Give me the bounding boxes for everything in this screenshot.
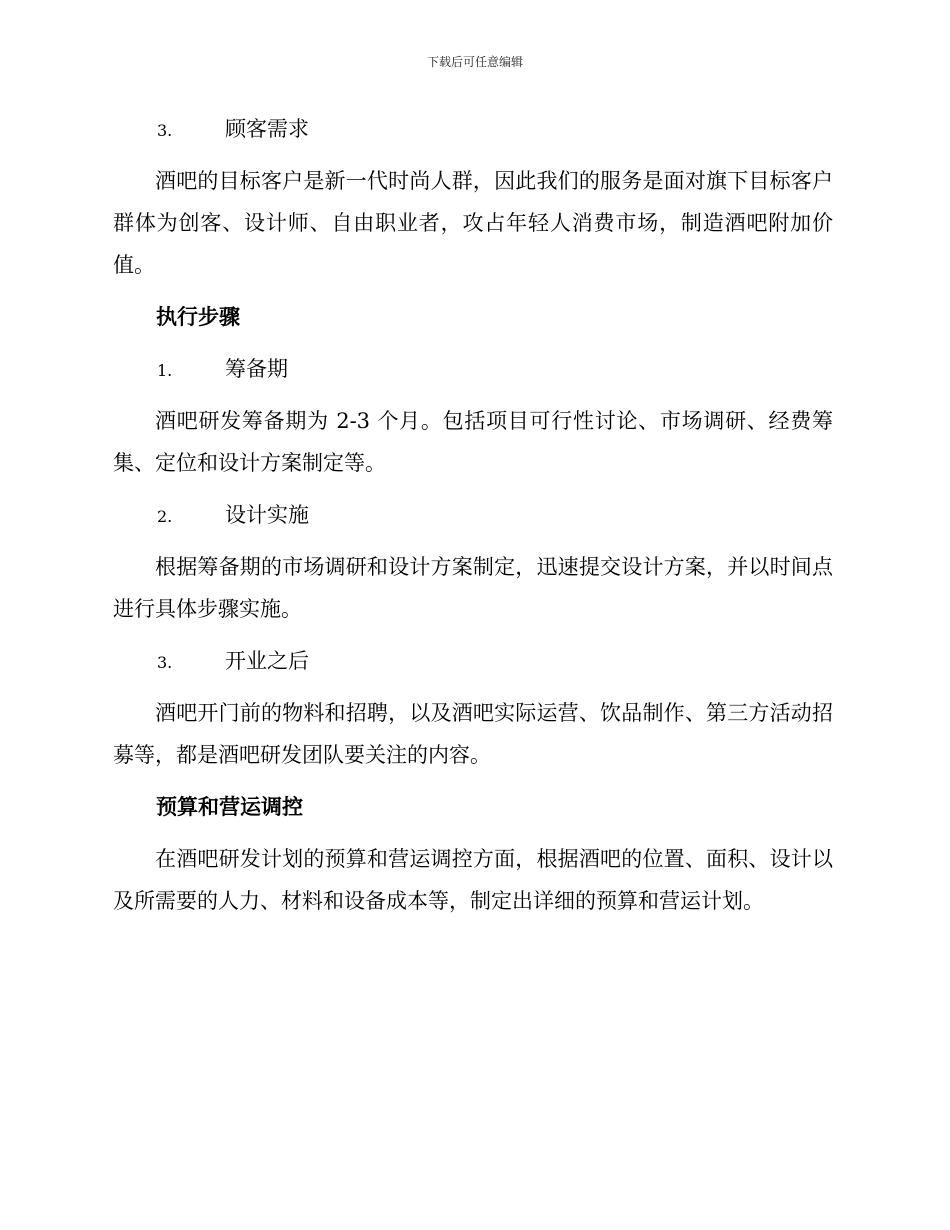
section-title-execution-steps: 执行步骤 xyxy=(156,304,240,329)
paragraph-customer-needs: 酒吧的目标客户是新一代时尚人群，因此我们的服务是面对旗下目标客户群体为创客、设计师、自由职业者，攻占年轻人消费市场，制造酒吧附加价值。 xyxy=(113,169,833,277)
document-body xyxy=(113,108,833,932)
numbered-heading-design-implementation xyxy=(113,494,833,536)
heading-number: 1. xyxy=(157,361,173,380)
section-title-budget: 预算和营运调控 xyxy=(156,794,303,819)
numbered-heading-after-opening xyxy=(113,640,833,682)
heading-number: 3. xyxy=(157,121,173,140)
paragraph-design-implementation: 根据筹备期的市场调研和设计方案制定，迅速提交设计方案，并以时间点进行具体步骤实施。 xyxy=(113,555,833,621)
heading-number: 3. xyxy=(157,653,173,672)
page-header: 下载后可任意编辑 xyxy=(426,55,523,69)
heading-label: 顾客需求 xyxy=(225,117,309,141)
paragraph-preparation: 酒吧研发筹备期为 2-3 个月。包括项目可行性讨论、市场调研、经费筹集、定位和设计方案制定等。 xyxy=(113,409,833,475)
numbered-heading-customer-needs xyxy=(113,108,833,150)
numbered-heading-preparation xyxy=(113,348,833,390)
heading-number: 2. xyxy=(157,507,173,526)
heading-label: 筹备期 xyxy=(225,357,288,381)
paragraph-after-opening: 酒吧开门前的物料和招聘，以及酒吧实际运营、饮品制作、第三方活动招募等，都是酒吧研发团队要关注的内容。 xyxy=(113,701,833,767)
heading-label: 开业之后 xyxy=(225,649,309,673)
paragraph-budget: 在酒吧研发计划的预算和营运调控方面，根据酒吧的位置、面积、设计以及所需要的人力、材料和设备成本等，制定出详细的预算和营运计划。 xyxy=(113,847,833,913)
heading-label: 设计实施 xyxy=(225,503,309,527)
